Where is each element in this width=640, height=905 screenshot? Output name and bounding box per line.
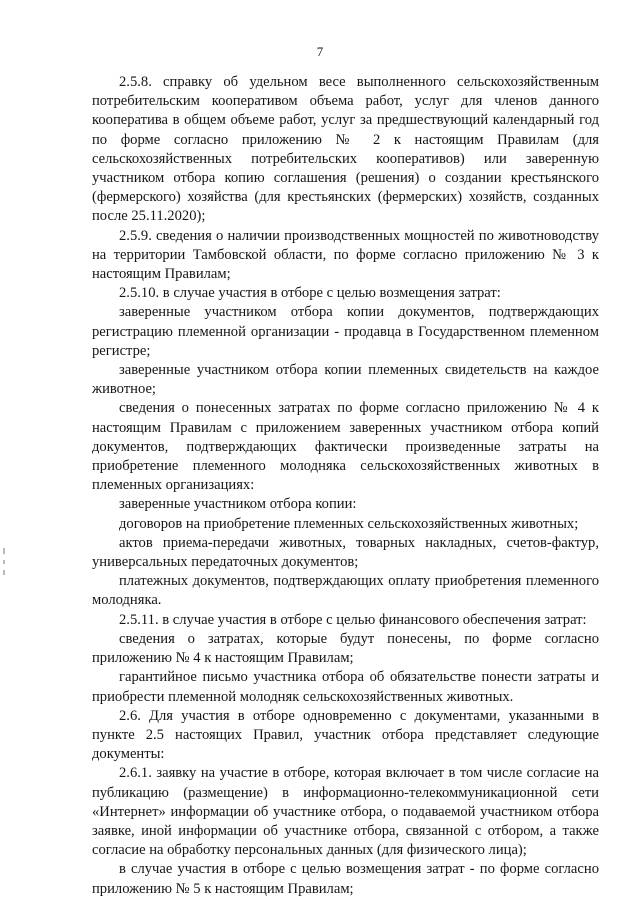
paragraph-2-5-8: 2.5.8. справку об удельном весе выполненного сельскохозяйственным потребительским кооперативом объема работ, услуг для членов данного кооператива в общем объеме работ, услуг за предшествующий календарный год по форме согласно приложению № 2 к настоящим Правилам (для сельскохозяйственных потребительских кооперативов) или заверенную участником отбора копию соглашения (решения) о создании крестьянского (фермерского) хозяйства (для крестьянских (фермерских) хозяйств, созданных после 25.11.2020); bbox=[92, 74, 599, 225]
paragraph-2-5-9: 2.5.9. сведения о наличии производственных мощностей по животноводству на территории Тамбовской области, по форме согласно приложению № 3 к настоящим Правилам; bbox=[92, 227, 599, 283]
paragraph-future-costs: сведения о затратах, которые будут понесены, по форме согласно приложению № 4 к настоящим Правилам; bbox=[92, 630, 599, 667]
paragraph-2-5-11: 2.5.11. в случае участия в отборе с целью финансового обеспечения затрат: bbox=[119, 611, 587, 628]
paragraph-registration-copies: заверенные участником отбора копии документов, подтверждающих регистрацию племенной организации - продавца в Государственном племенном регистре; bbox=[92, 304, 599, 359]
paragraph-2-6: 2.6. Для участия в отборе одновременно с документами, указанными в пункте 2.5 настоящих Правил, участник отбора представляет следующие документы: bbox=[92, 707, 599, 763]
paragraph-2-5-10: 2.5.10. в случае участия в отборе с целью возмещения затрат: bbox=[119, 285, 501, 302]
paragraph-reimbursement-form: в случае участия в отборе с целью возмещения затрат - по форме согласно приложению № 5 к настоящим Правилам; bbox=[92, 861, 599, 897]
page-number: 7 bbox=[316, 44, 324, 59]
document-body bbox=[92, 73, 599, 899]
paragraph-purchase-contracts: договоров на приобретение племенных сельскохозяйственных животных; bbox=[119, 515, 579, 532]
paragraph-cost-information: сведения о понесенных затратах по форме согласно приложению № 4 к настоящим Правилам с приложением заверенных участником отбора копий документов, подтверждающих фактически произведенные затраты на приобретение племенного молодняка сельскохозяйственных животных в племенных организациях: bbox=[92, 400, 599, 494]
paragraph-transfer-acts: актов приема-передачи животных, товарных накладных, счетов-фактур, универсальных передаточных документов; bbox=[92, 534, 599, 571]
paragraph-guarantee-letter: гарантийное письмо участника отбора об обязательстве понести затраты и приобрести племенной молодняк сельскохозяйственных животных. bbox=[92, 669, 599, 705]
paragraph-payment-documents: платежных документов, подтверждающих оплату приобретения племенного молодняка. bbox=[92, 573, 599, 609]
scan-margin-mark bbox=[3, 560, 5, 564]
scan-margin-mark bbox=[3, 548, 5, 554]
paragraph-2-6-1: 2.6.1. заявку на участие в отборе, которая включает в том числе согласие на публикацию (размещение) в информационно-телекоммуникационной сети «Интернет» информации об участнике отбора, о подаваемой участником отбора заявке, иной информации об участнике отбора, связанной с отбором, а также согласие на обработку персональных данных (для физического лица); bbox=[92, 765, 599, 859]
scan-margin-mark bbox=[3, 570, 5, 575]
paragraph-certified-copies: заверенные участником отбора копии: bbox=[119, 496, 357, 513]
paragraph-breeding-certificates: заверенные участником отбора копии племенных свидетельств на каждое животное; bbox=[92, 362, 599, 398]
